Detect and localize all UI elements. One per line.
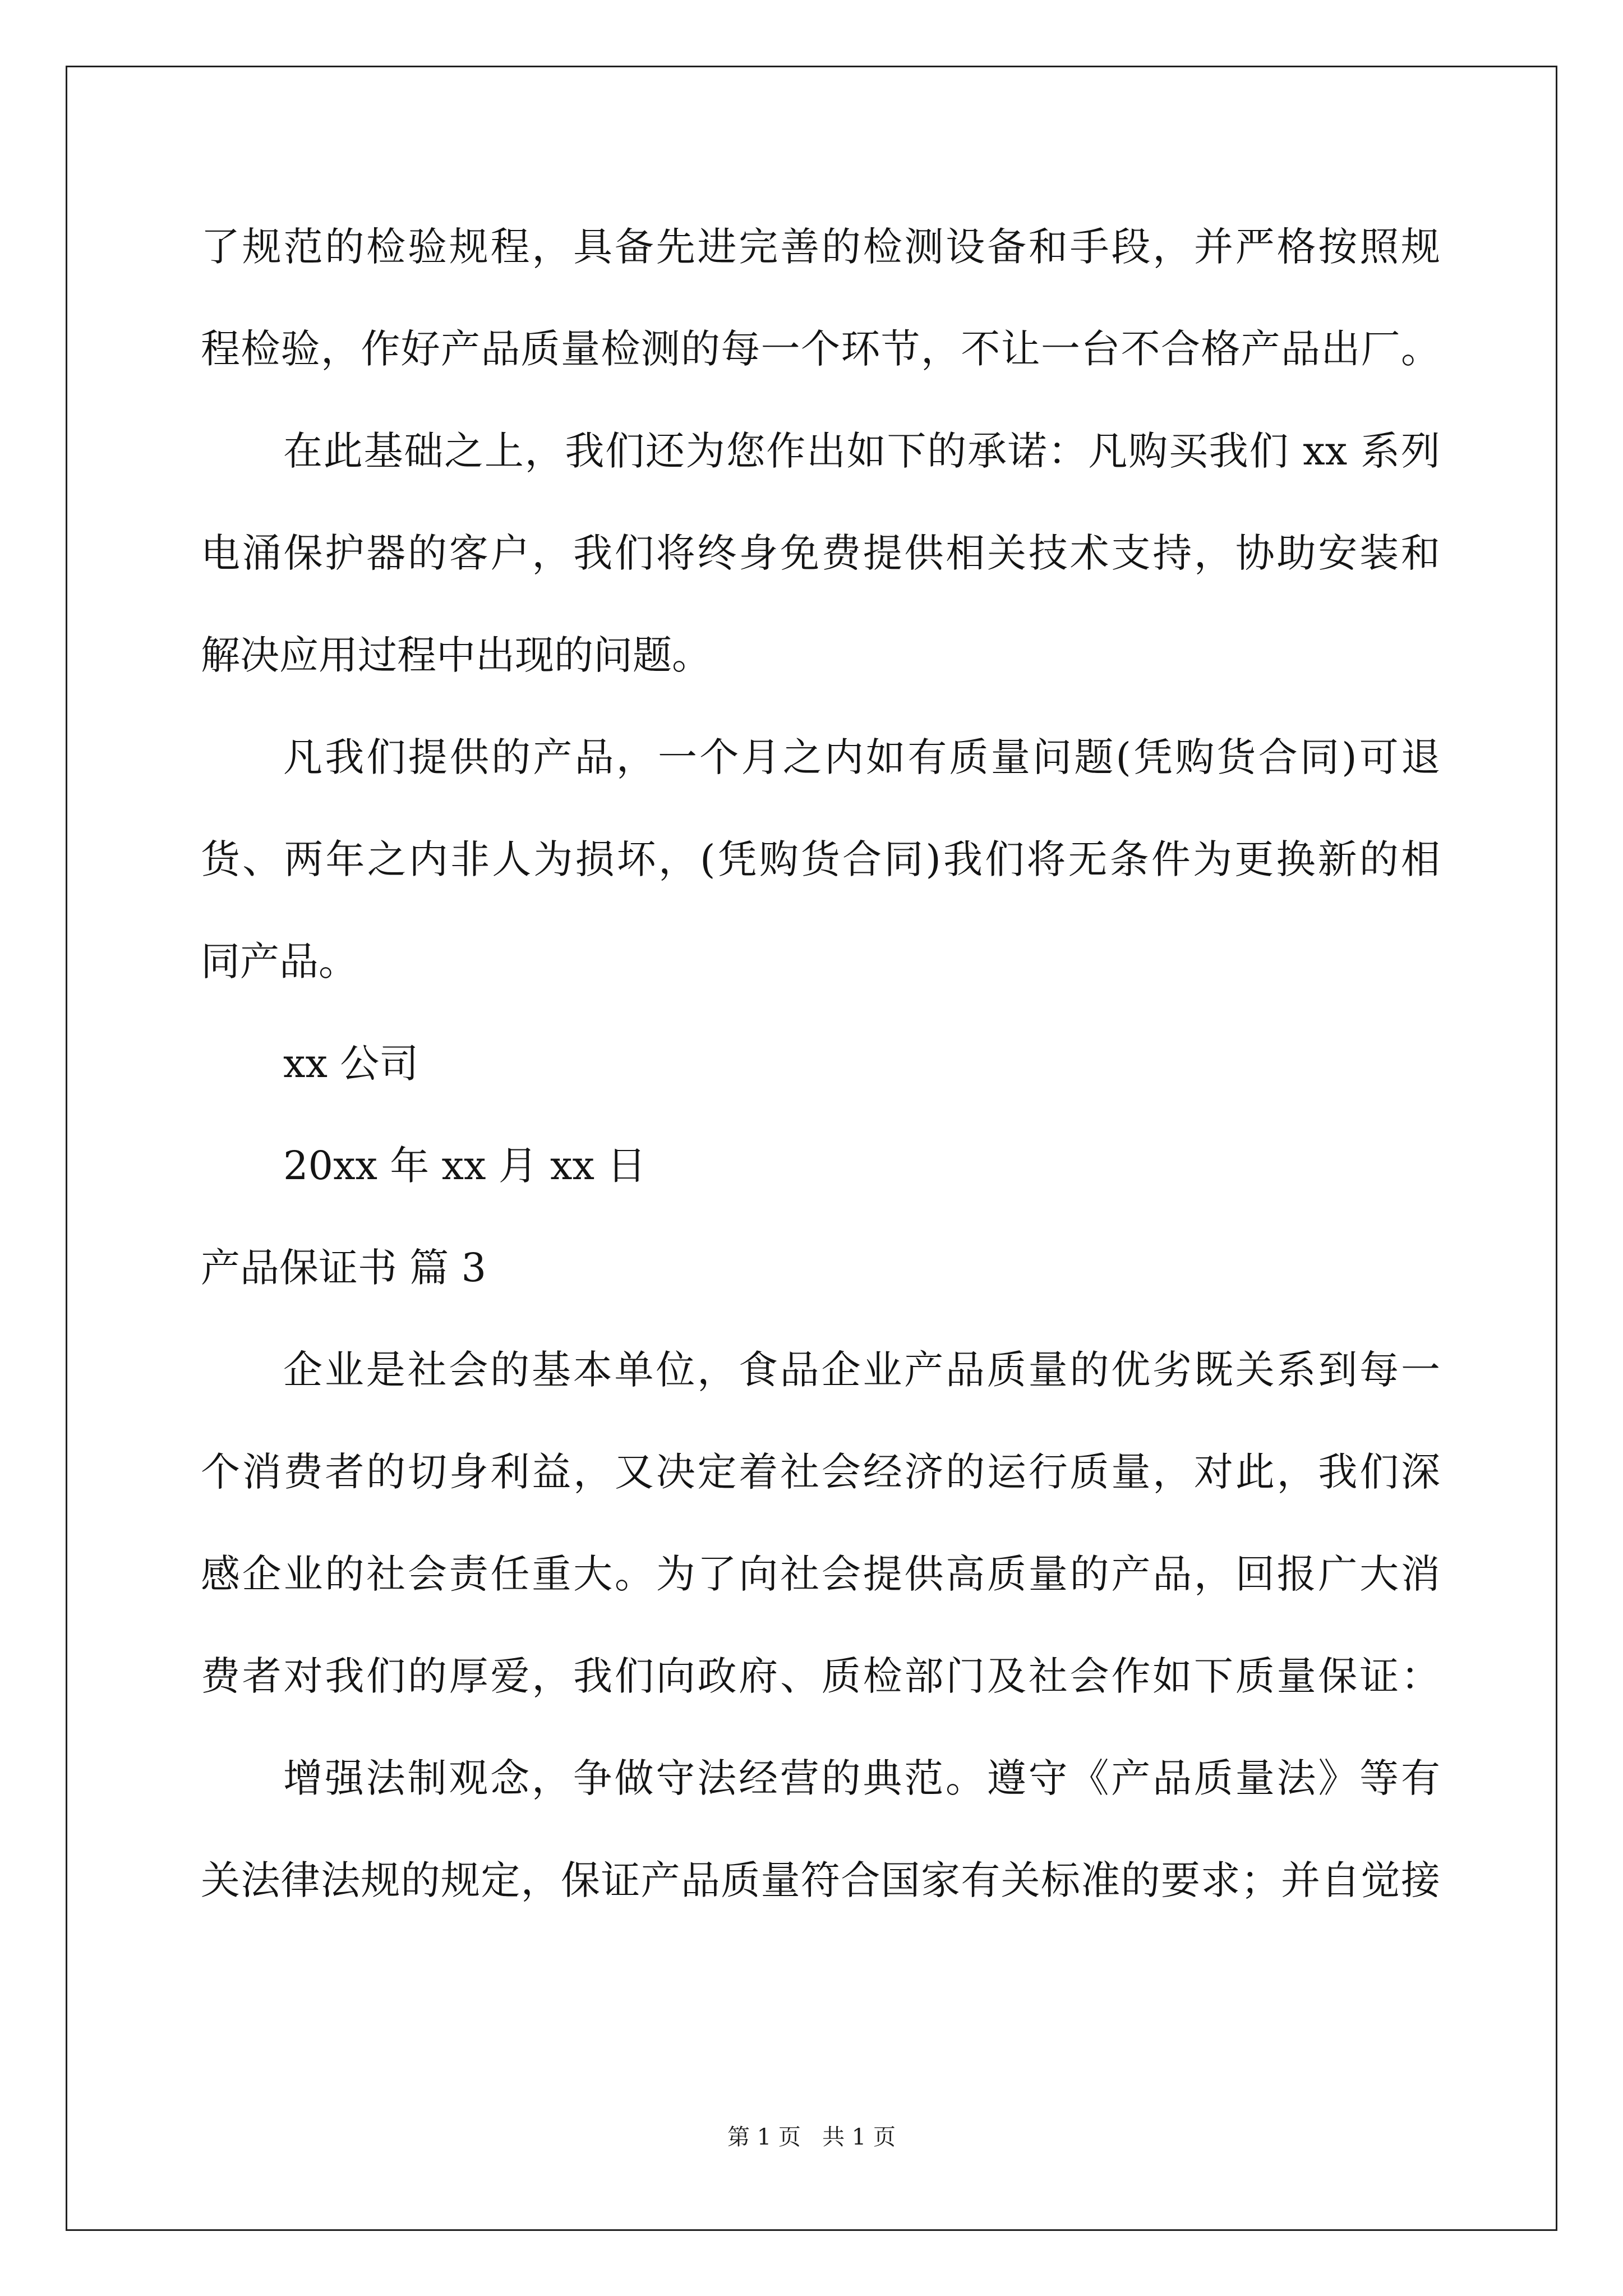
body-text-line: 解决应用过程中出现的问题。 (201, 632, 711, 678)
body-text-line: 程检验，作好产品质量检测的每一个环节，不让一台不合格产品出厂。 (201, 326, 1440, 372)
body-text-line: 感企业的社会责任重大。为了向社会提供高质量的产品，回报广大消 (201, 1551, 1440, 1597)
paragraph-start-line: 在此基础之上，我们还为您作出如下的承诺：凡购买我们 xx 系列 (283, 428, 1440, 474)
paragraph-start-line: 企业是社会的基本单位，食品企业产品质量的优劣既关系到每一 (283, 1347, 1440, 1393)
body-text-line: 费者对我们的厚爱，我们向政府、质检部门及社会作如下质量保证： (201, 1653, 1440, 1699)
paragraph-start-line: 增强法制观念，争做守法经营的典范。遵守《产品质量法》等有 (283, 1755, 1440, 1801)
section-heading: 产品保证书 篇 3 (201, 1245, 487, 1291)
body-text-line: 同产品。 (201, 938, 358, 984)
body-text-line: 电涌保护器的客户，我们将终身免费提供相关技术支持，协助安装和 (201, 530, 1440, 576)
body-text-line: 关法律法规的规定，保证产品质量符合国家有关标准的要求；并自觉接 (201, 1857, 1440, 1903)
body-text-line: 了规范的检验规程，具备先进完善的检测设备和手段，并严格按照规 (201, 224, 1440, 270)
paragraph-start-line: 凡我们提供的产品，一个月之内如有质量问题(凭购货合同)可退 (283, 734, 1440, 780)
signature-date: 20xx 年 xx 月 xx 日 (283, 1143, 647, 1189)
body-text-line: 货、两年之内非人为损坏，(凭购货合同)我们将无条件为更换新的相 (201, 836, 1440, 882)
page-footer: 第 1 页 共 1 页 (727, 2124, 896, 2150)
signature-company: xx 公司 (283, 1041, 419, 1087)
body-text-line: 个消费者的切身利益，又决定着社会经济的运行质量，对此，我们深 (201, 1449, 1440, 1495)
